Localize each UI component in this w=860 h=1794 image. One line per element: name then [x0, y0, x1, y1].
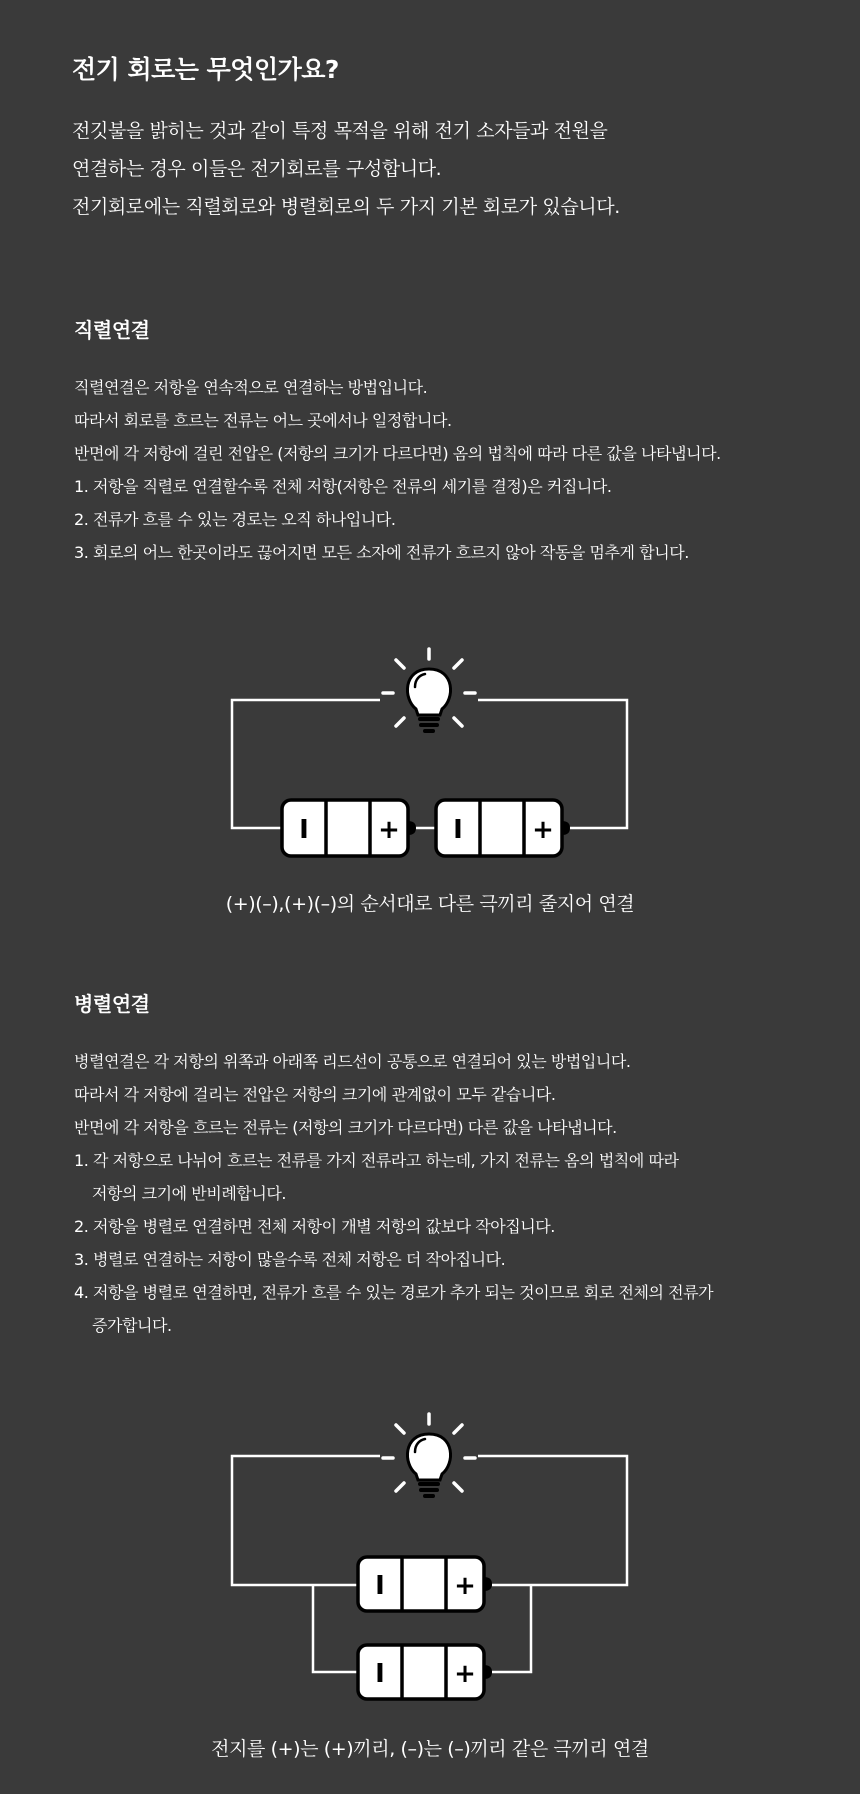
- series-circuit-diagram: [0, 630, 860, 860]
- battery-1: [282, 800, 416, 856]
- series-description: [74, 371, 721, 569]
- parallel-line: 반면에 각 저항을 흐르는 전류는 (저항의 크기가 다르다면) 다른 값을 나타냅니다.: [74, 1118, 617, 1137]
- minus-terminal-label: I: [375, 1571, 385, 1601]
- intro-text: [72, 112, 620, 226]
- plus-terminal-label: +: [454, 1659, 476, 1689]
- parallel-line: 병렬연결은 각 저항의 위쪽과 아래쪽 리드선이 공통으로 연결되어 있는 방법입니다.: [74, 1052, 631, 1071]
- parallel-line: 증가합니다.: [92, 1316, 172, 1335]
- series-line: 2. 전류가 흐를 수 있는 경로는 오직 하나입니다.: [74, 510, 396, 529]
- parallel-line: 3. 병렬로 연결하는 저항이 많을수록 전체 저항은 더 작아집니다.: [74, 1250, 506, 1269]
- intro-line: 전깃불을 밝히는 것과 같이 특정 목적을 위해 전기 소자들과 전원을: [72, 120, 608, 142]
- lightbulb-icon: [383, 649, 475, 733]
- series-line: 1. 저항을 직렬로 연결할수록 전체 저항(저항은 전류의 세기를 결정)은 커집니다.: [74, 477, 612, 496]
- series-line: 반면에 각 저항에 걸린 전압은 (저항의 크기가 다르다면) 옴의 법칙에 따라 다른 값을 나타냅니다.: [74, 444, 721, 463]
- intro-line: 연결하는 경우 이들은 전기회로를 구성합니다.: [72, 158, 442, 180]
- battery-2: [436, 800, 570, 856]
- parallel-heading: 병렬연결: [74, 992, 150, 1016]
- parallel-caption: 전지를 (+)는 (+)끼리, (–)는 (–)끼리 같은 극끼리 연결: [211, 1738, 649, 1760]
- plus-terminal-label: +: [532, 815, 554, 845]
- minus-terminal-label: I: [299, 815, 309, 845]
- series-line: 따라서 회로를 흐르는 전류는 어느 곳에서나 일정합니다.: [74, 411, 452, 430]
- series-heading: 직렬연결: [74, 318, 150, 342]
- page-title: 전기 회로는 무엇인가요?: [72, 55, 339, 84]
- series-line: 3. 회로의 어느 한곳이라도 끊어지면 모든 소자에 전류가 흐르지 않아 작동을 멈추게 합니다.: [74, 543, 689, 562]
- minus-terminal-label: I: [453, 815, 463, 845]
- lightbulb-icon: [383, 1414, 475, 1498]
- minus-terminal-label: I: [375, 1659, 385, 1689]
- parallel-line: 저항의 크기에 반비례합니다.: [92, 1184, 286, 1203]
- plus-terminal-label: +: [454, 1571, 476, 1601]
- battery-1: [358, 1557, 492, 1611]
- parallel-description: [74, 1045, 713, 1342]
- parallel-line: 따라서 각 저항에 걸리는 전압은 저항의 크기에 관계없이 모두 같습니다.: [74, 1085, 556, 1104]
- battery-2: [358, 1645, 492, 1699]
- series-line: 직렬연결은 저항을 연속적으로 연결하는 방법입니다.: [74, 378, 428, 397]
- series-caption: (+)(–),(+)(–)의 순서대로 다른 극끼리 줄지어 연결: [225, 893, 635, 915]
- parallel-line: 2. 저항을 병렬로 연결하면 전체 저항이 개별 저항의 값보다 작아집니다.: [74, 1217, 555, 1236]
- parallel-line: 4. 저항을 병렬로 연결하면, 전류가 흐를 수 있는 경로가 추가 되는 것이므로 회로 전체의 전류가: [74, 1283, 714, 1302]
- parallel-circuit-diagram: [0, 1385, 860, 1689]
- intro-line: 전기회로에는 직렬회로와 병렬회로의 두 가지 기본 회로가 있습니다.: [72, 196, 620, 218]
- parallel-line: 1. 각 저항으로 나뉘어 흐르는 전류를 가지 전류라고 하는데, 가지 전류는 옴의 법칙에 따라: [74, 1151, 679, 1170]
- plus-terminal-label: +: [378, 815, 400, 845]
